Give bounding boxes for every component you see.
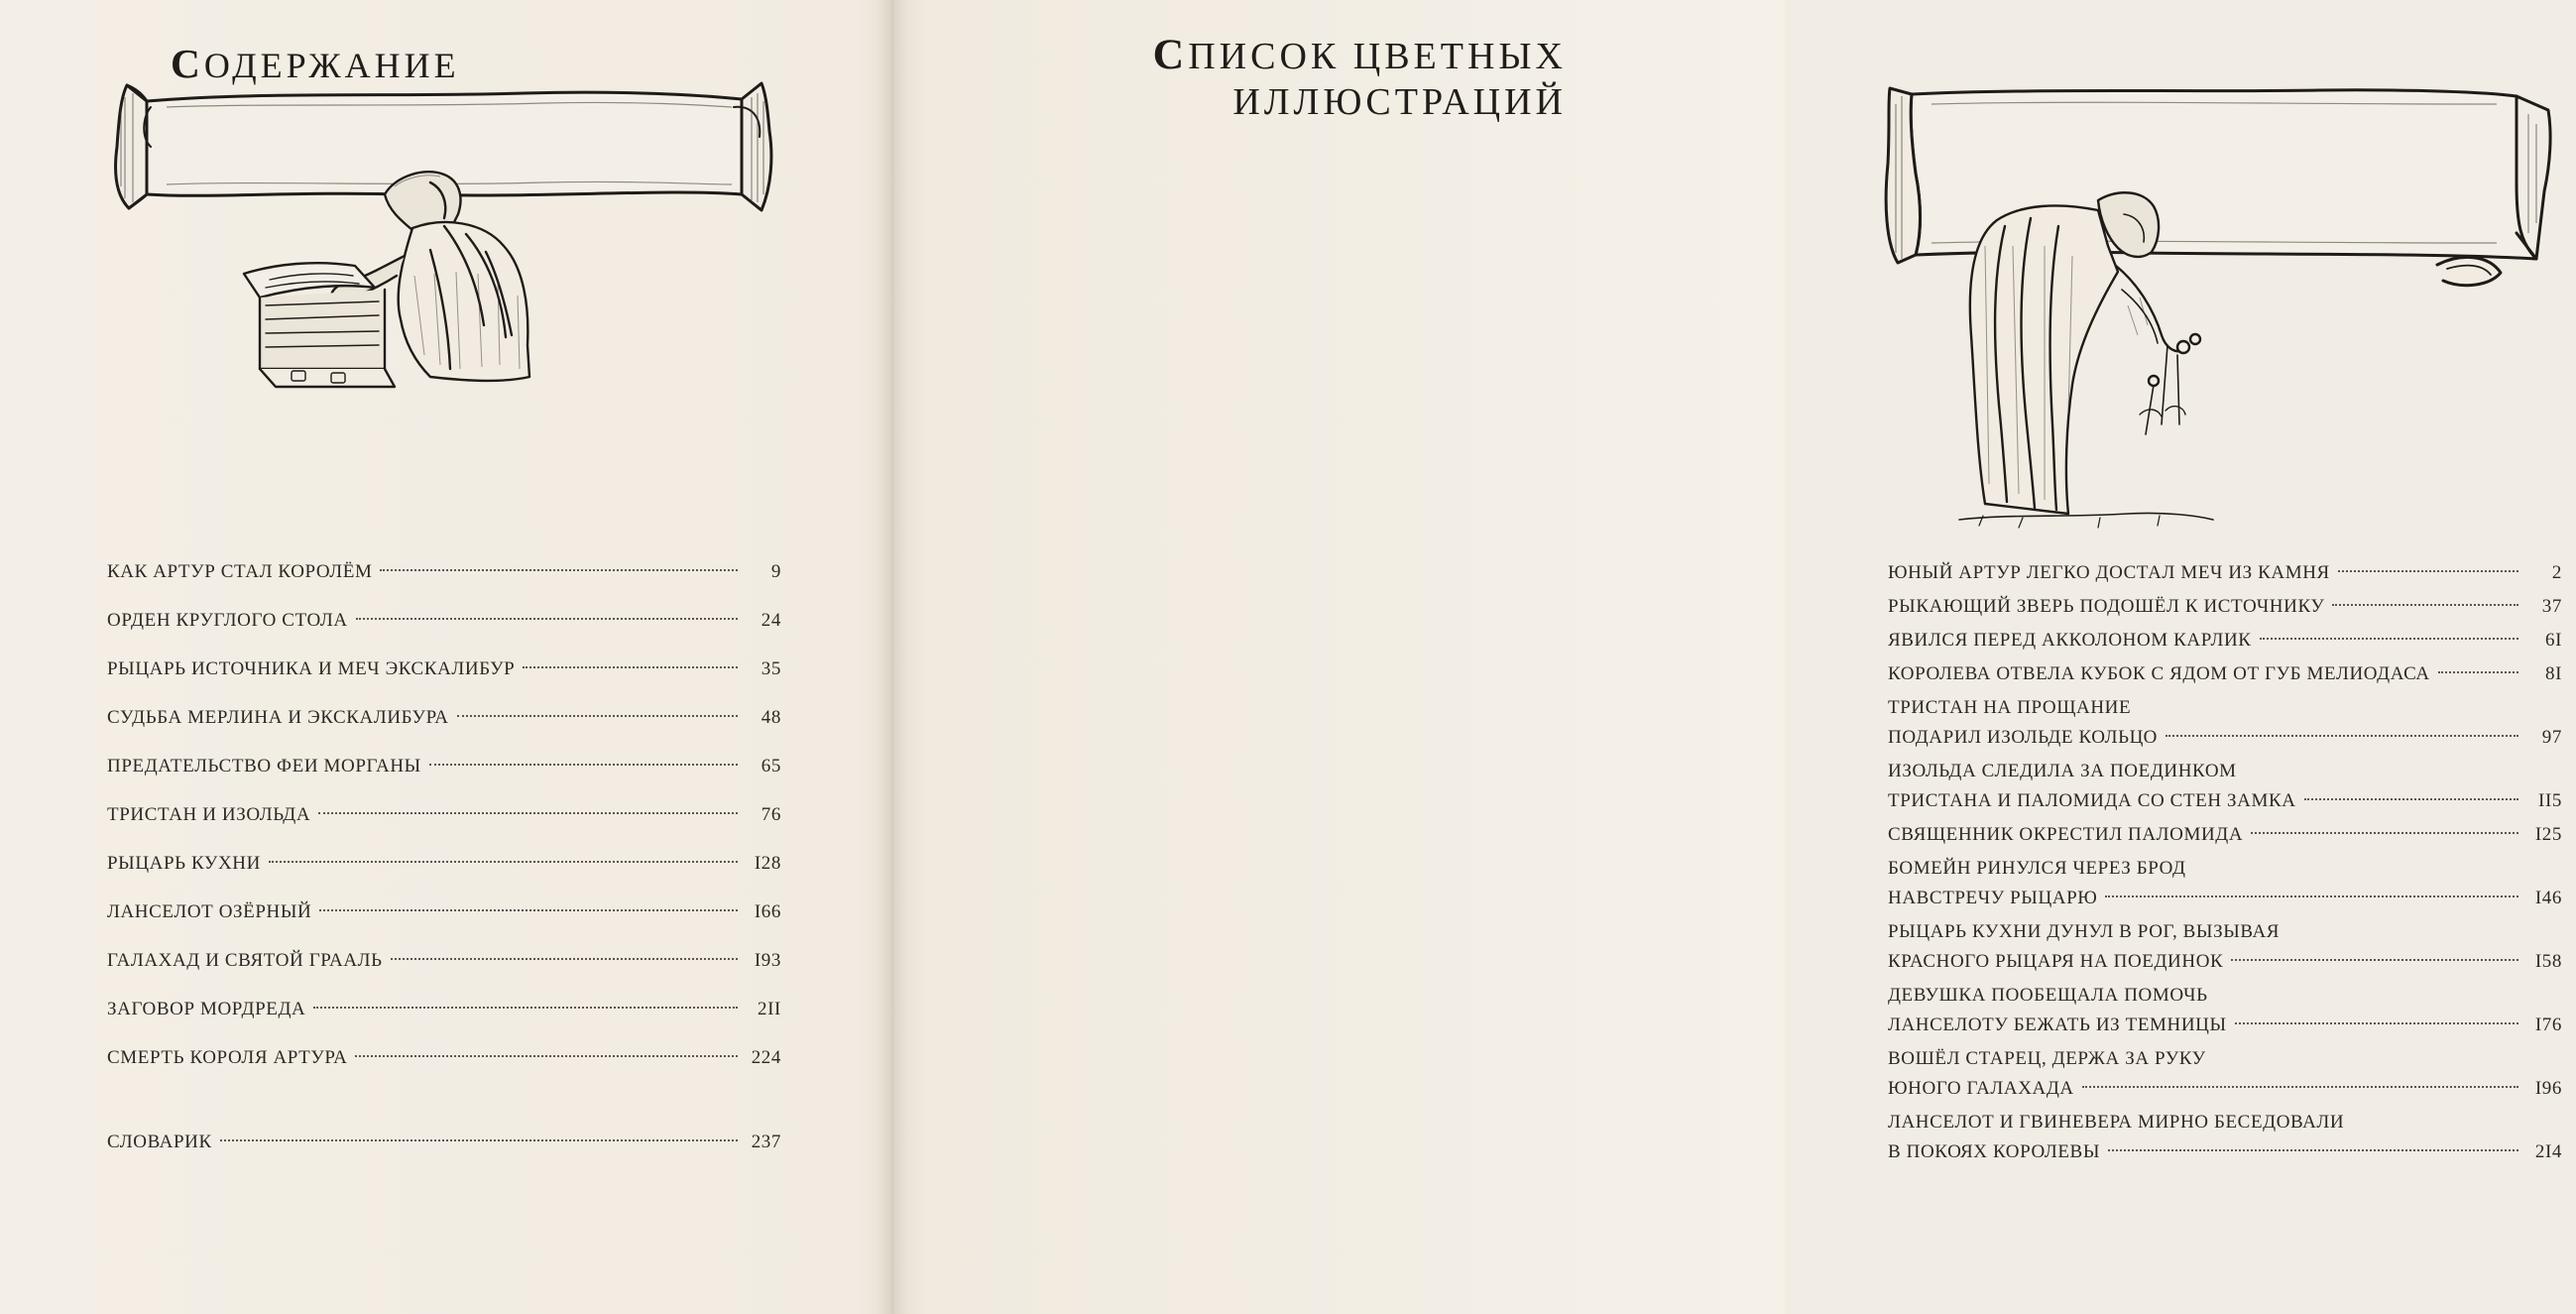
illustration-entry-title: ЯВИЛСЯ ПЕРЕД АККОЛОНОМ КАРЛИК — [1888, 630, 2252, 651]
contents-title-rest: ОДЕРЖАНИЕ — [203, 46, 460, 85]
dot-leader — [2231, 959, 2518, 961]
illustration-entry-page: 2 — [2551, 562, 2562, 583]
toc-entry-title: ПРЕДАТЕЛЬСТВО ФЕИ МОРГАНЫ — [107, 756, 421, 776]
dot-leader — [220, 1139, 738, 1141]
contents-list — [107, 557, 781, 1176]
toc-entry-title: СЛОВАРИК — [107, 1132, 212, 1152]
toc-entry-page: 9 — [770, 561, 781, 582]
toc-entry-page: I28 — [754, 853, 781, 874]
illustration-entry-title: РЫКАЮЩИЙ ЗВЕРЬ ПОДОШЁЛ К ИСТОЧНИКУ — [1888, 596, 2325, 617]
illustration-entry-page: I58 — [2534, 951, 2562, 972]
toc-entry-title: СУДЬБА МЕРЛИНА И ЭКСКАЛИБУРА — [107, 707, 449, 728]
illustration-entry-title: ЮНЫЙ АРТУР ЛЕГКО ДОСТАЛ МЕЧ ИЗ КАМНЯ — [1888, 562, 2330, 583]
illustration-entry[interactable] — [1888, 1108, 2562, 1167]
dot-leader — [313, 1007, 738, 1009]
dot-leader — [2260, 638, 2518, 640]
toc-entry[interactable] — [107, 606, 781, 655]
illustration-entry-title-cont: ЮНОГО ГАЛАХАДА — [1888, 1078, 2074, 1099]
illustration-entry-page: 37 — [2541, 596, 2562, 617]
dot-leader — [2105, 896, 2518, 897]
toc-entry-title: РЫЦАРЬ КУХНИ — [107, 853, 261, 874]
toc-entry-page: I66 — [754, 901, 781, 922]
toc-entry-title: ТРИСТАН И ИЗОЛЬДА — [107, 804, 311, 825]
illustration-entry-title: ВОШЁЛ СТАРЕЦ, ДЕРЖА ЗА РУКУ — [1888, 1048, 2206, 1069]
dot-leader — [355, 1055, 738, 1057]
toc-entry-title: ЛАНСЕЛОТ ОЗЁРНЫЙ — [107, 901, 312, 922]
illustration-entry[interactable] — [1888, 592, 2562, 622]
dot-leader — [391, 958, 738, 960]
dot-leader — [429, 764, 738, 766]
toc-entry-page: 48 — [761, 707, 781, 728]
toc-entry-glossary[interactable] — [107, 1128, 781, 1176]
illustration-entry-title: СВЯЩЕННИК ОКРЕСТИЛ ПАЛОМИДА — [1888, 824, 2244, 845]
illustration-entry[interactable] — [1888, 917, 2562, 977]
toc-entry-page: 2II — [758, 999, 781, 1019]
dot-leader — [318, 812, 738, 814]
illustration-entry[interactable] — [1888, 693, 2562, 753]
toc-entry-title: ОРДЕН КРУГЛОГО СТОЛА — [107, 610, 348, 631]
illustration-entry[interactable] — [1888, 854, 2562, 913]
illustration-entry-title-cont: ЛАНСЕЛОТУ БЕЖАТЬ ИЗ ТЕМНИЦЫ — [1888, 1015, 2227, 1035]
illustration-entry[interactable] — [1888, 820, 2562, 850]
toc-entry[interactable] — [107, 800, 781, 849]
dot-leader — [457, 715, 738, 717]
dot-leader — [2082, 1086, 2518, 1088]
dot-leader — [356, 618, 738, 620]
dot-leader — [269, 861, 738, 863]
toc-entry[interactable] — [107, 703, 781, 752]
toc-entry[interactable] — [107, 995, 781, 1043]
illustration-entry-title-cont: ТРИСТАНА И ПАЛОМИДА СО СТЕН ЗАМКА — [1888, 790, 2296, 811]
dot-leader — [2438, 671, 2518, 673]
dot-leader — [2304, 798, 2518, 800]
illustration-entry-title-cont: НАВСТРЕЧУ РЫЦАРЮ — [1888, 888, 2098, 908]
toc-entry-page: 35 — [761, 658, 781, 679]
toc-entry-page: 65 — [761, 756, 781, 776]
dot-leader — [523, 666, 738, 668]
illustration-entry-page: 6I — [2544, 630, 2562, 651]
contents-title — [171, 38, 607, 91]
illustration-entry-page: 8I — [2544, 663, 2562, 684]
illustration-entry[interactable] — [1888, 1044, 2562, 1104]
toc-entry-page: I93 — [754, 950, 781, 971]
toc-entry-page: 237 — [751, 1132, 781, 1152]
toc-entry[interactable] — [107, 655, 781, 703]
dot-leader — [2166, 735, 2518, 737]
toc-entry[interactable] — [107, 752, 781, 800]
illustration-entry-page: I76 — [2534, 1015, 2562, 1035]
toc-entry-title: ЗАГОВОР МОРДРЕДА — [107, 999, 306, 1019]
illustration-entry-page: II5 — [2538, 790, 2562, 811]
illustration-entry-page: I96 — [2534, 1078, 2562, 1099]
illustrations-title-line-1 — [1031, 32, 1567, 79]
toc-entry[interactable] — [107, 557, 781, 606]
illustration-entry-title: ИЗОЛЬДА СЛЕДИЛА ЗА ПОЕДИНКОМ — [1888, 761, 2237, 781]
illustration-entry-page: I25 — [2534, 824, 2562, 845]
contents-page — [0, 0, 892, 1314]
toc-entry-title: РЫЦАРЬ ИСТОЧНИКА И МЕЧ ЭКСКАЛИБУР — [107, 658, 516, 679]
dot-leader — [2338, 570, 2518, 572]
illustrations-list — [1888, 558, 2562, 1171]
illustrations-page — [892, 0, 2562, 1314]
toc-entry-page: 76 — [761, 804, 781, 825]
toc-entry-title: КАК АРТУР СТАЛ КОРОЛЁМ — [107, 561, 373, 582]
illustration-entry[interactable] — [1888, 626, 2562, 656]
illustrations-title — [1031, 32, 1567, 125]
illustrations-title-line-2: ИЛЛЮСТРАЦИЙ — [1232, 81, 1567, 123]
contents-title-drop-cap: С — [171, 41, 204, 86]
illustration-entry-title: КОРОЛЕВА ОТВЕЛА КУБОК С ЯДОМ ОТ ГУБ МЕЛИОДАСА — [1888, 663, 2430, 684]
illustration-entry-title-cont: ПОДАРИЛ ИЗОЛЬДЕ КОЛЬЦО — [1888, 727, 2159, 748]
illustration-entry-page: I46 — [2534, 888, 2562, 908]
illustration-entry-title-cont: В ПОКОЯХ КОРОЛЕВЫ — [1888, 1141, 2100, 1162]
illustration-entry[interactable] — [1888, 981, 2562, 1040]
illustration-entry-page: 97 — [2541, 727, 2562, 748]
illustration-entry-title: РЫЦАРЬ КУХНИ ДУНУЛ В РОГ, ВЫЗЫВАЯ — [1888, 921, 2281, 942]
lady-picking-flowers-illustration-icon — [1949, 186, 2219, 545]
illustration-entry-title: БОМЕЙН РИНУЛСЯ ЧЕРЕЗ БРОД — [1888, 858, 2186, 879]
illustration-entry[interactable] — [1888, 558, 2562, 588]
illustration-entry[interactable] — [1888, 757, 2562, 816]
toc-entry[interactable] — [107, 1043, 781, 1092]
illustration-entry[interactable] — [1888, 659, 2562, 689]
illustration-entry-title-cont: КРАСНОГО РЫЦАРЯ НА ПОЕДИНОК — [1888, 951, 2224, 972]
toc-entry-title: СМЕРТЬ КОРОЛЯ АРТУРА — [107, 1047, 348, 1068]
scribe-illustration-icon — [236, 157, 575, 395]
toc-entry-page: 224 — [751, 1047, 781, 1068]
illustration-entry-title: ЛАНСЕЛОТ И ГВИНЕВЕРА МИРНО БЕСЕДОВАЛИ — [1888, 1112, 2345, 1133]
illustration-entry-title: ДЕВУШКА ПООБЕЩАЛА ПОМОЧЬ — [1888, 985, 2208, 1006]
toc-entry[interactable] — [107, 849, 781, 897]
illustration-entry-title: ТРИСТАН НА ПРОЩАНИЕ — [1888, 697, 2132, 718]
toc-entry[interactable] — [107, 946, 781, 995]
dot-leader — [2251, 832, 2518, 834]
toc-entry[interactable] — [107, 897, 781, 946]
toc-entry-title: ГАЛАХАД И СВЯТОЙ ГРААЛЬ — [107, 950, 383, 971]
illustration-entry-page: 2I4 — [2534, 1141, 2562, 1162]
illustrations-title-drop-cap: С — [1152, 31, 1189, 78]
dot-leader — [2108, 1149, 2518, 1151]
dot-leader — [2235, 1022, 2518, 1024]
dot-leader — [2332, 604, 2518, 606]
dot-leader — [319, 909, 738, 911]
illustrations-title-rest: ПИСОК ЦВЕТНЫХ — [1188, 36, 1567, 77]
dot-leader — [380, 569, 738, 571]
toc-entry-page: 24 — [761, 610, 781, 631]
